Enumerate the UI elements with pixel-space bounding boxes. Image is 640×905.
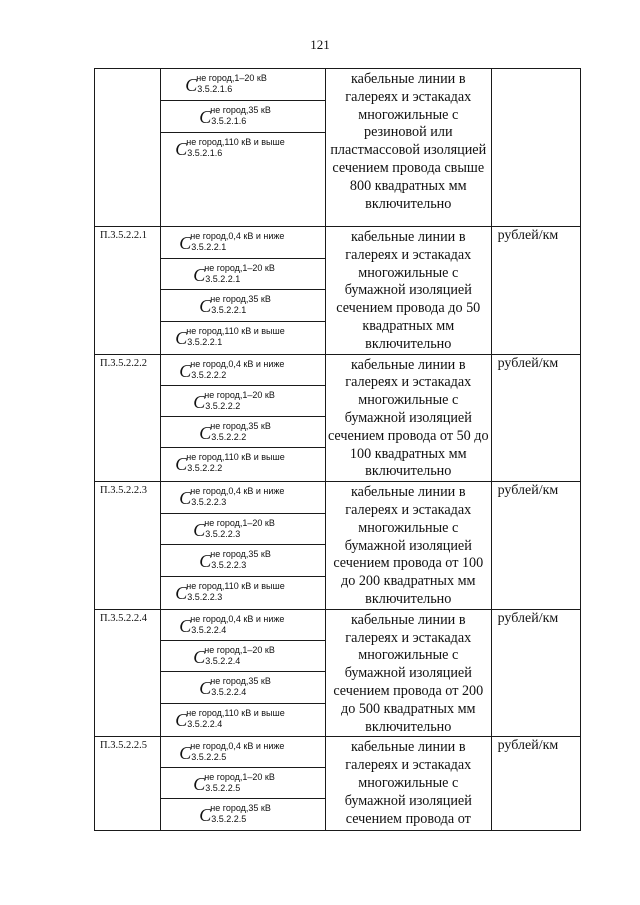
symbol-superscript: не город,0,4 кВ и ниже xyxy=(190,231,285,241)
symbol-letter: C xyxy=(199,805,212,826)
symbol-letter: C xyxy=(199,422,212,443)
rate-symbol-box xyxy=(161,355,325,386)
item-code: П.3.5.2.2.2 xyxy=(95,354,161,482)
item-description: кабельные линии в галереях и эстакадах многожильные с резиновой или пластмассовой изоляцией сечением провода свыше 800 квадратных мм включительно xyxy=(325,69,491,227)
symbol-letter: C xyxy=(199,677,212,698)
symbol-letter: C xyxy=(179,360,192,381)
symbol-superscript: не город,35 кВ xyxy=(210,105,271,115)
item-description: кабельные линии в галереях и эстакадах многожильные с бумажной изоляцией сечением провода до 50 квадратных мм включительно xyxy=(325,227,491,355)
rate-symbol-box xyxy=(161,737,325,768)
rate-symbol-box xyxy=(161,322,325,353)
symbol-subscript: 3.5.2.2.2 xyxy=(187,462,223,473)
rate-symbol xyxy=(179,741,284,762)
symbol-letter: C xyxy=(179,743,192,764)
rate-symbol-box xyxy=(161,417,325,448)
rate-symbol xyxy=(193,645,275,666)
table-row xyxy=(95,354,581,482)
unit-of-measure: рублей/км xyxy=(491,227,580,355)
rate-symbol-box xyxy=(161,133,325,226)
symbol-letter: C xyxy=(175,583,188,604)
symbol-subscript: 3.5.2.2.3 xyxy=(211,560,247,571)
rate-symbol xyxy=(193,518,275,539)
rate-symbol xyxy=(175,452,284,473)
symbol-superscript: не город,0,4 кВ и ниже xyxy=(190,486,285,497)
item-description: кабельные линии в галереях и эстакадах многожильные с бумажной изоляцией сечением провода от 50 до 100 квадратных мм включительно xyxy=(325,354,491,482)
symbol-superscript: не город,1–20 кВ xyxy=(204,644,275,655)
symbol-subscript: 3.5.2.2.1 xyxy=(205,274,241,284)
table-row xyxy=(95,69,581,227)
symbol-cell xyxy=(161,227,326,355)
rate-symbol xyxy=(175,708,284,729)
symbol-subscript: 3.5.2.2.2 xyxy=(205,400,241,411)
symbol-cell xyxy=(161,609,326,737)
rate-symbol-box xyxy=(161,101,325,133)
symbol-cell xyxy=(161,737,326,831)
symbol-subscript: 3.5.2.1.6 xyxy=(211,116,247,126)
symbol-letter: C xyxy=(199,551,212,572)
symbol-subscript: 3.5.2.2.4 xyxy=(187,718,223,729)
item-description: кабельные линии в галереях и эстакадах многожильные с бумажной изоляцией сечением провода от xyxy=(325,737,491,831)
symbol-superscript: не город,110 кВ и выше xyxy=(186,707,285,718)
rate-symbol-box xyxy=(161,704,325,735)
symbol-subscript: 3.5.2.1.6 xyxy=(187,148,223,158)
symbol-superscript: не город,1–20 кВ xyxy=(204,389,275,400)
symbol-letter: C xyxy=(193,774,206,795)
symbol-superscript: не город,110 кВ и выше xyxy=(186,581,285,592)
rate-symbol xyxy=(179,614,284,635)
symbol-letter: C xyxy=(179,233,192,253)
symbol-subscript: 3.5.2.2.1 xyxy=(191,242,227,252)
symbol-superscript: не город,0,4 кВ и ниже xyxy=(190,613,285,624)
rate-symbol xyxy=(199,421,271,442)
item-code: П.3.5.2.2.4 xyxy=(95,609,161,737)
symbol-letter: C xyxy=(185,75,198,95)
symbol-letter: C xyxy=(175,139,188,159)
table-row xyxy=(95,609,581,737)
rate-symbol-box xyxy=(161,69,325,101)
symbol-superscript: не город,35 кВ xyxy=(210,294,271,304)
rate-symbol-box xyxy=(161,577,325,608)
rate-symbol xyxy=(193,772,275,793)
rate-symbol-box xyxy=(161,768,325,799)
tariff-table xyxy=(94,68,581,831)
rate-symbol xyxy=(199,294,271,315)
symbol-letter: C xyxy=(175,328,188,348)
symbol-subscript: 3.5.2.2.4 xyxy=(211,686,247,697)
unit-of-measure: рублей/км xyxy=(491,354,580,482)
rate-symbol xyxy=(199,803,271,824)
symbol-superscript: не город,0,4 кВ и ниже xyxy=(190,741,285,752)
symbol-subscript: 3.5.2.2.3 xyxy=(191,497,227,508)
item-code: П.3.5.2.2.5 xyxy=(95,737,161,831)
symbol-subscript: 3.5.2.2.1 xyxy=(187,337,223,347)
unit-of-measure: рублей/км xyxy=(491,737,580,831)
rate-symbol-box xyxy=(161,641,325,672)
table-row xyxy=(95,227,581,355)
symbol-superscript: не город,35 кВ xyxy=(210,420,271,431)
symbol-superscript: не город,110 кВ и выше xyxy=(186,326,285,336)
symbol-subscript: 3.5.2.2.3 xyxy=(205,529,241,540)
rate-symbol xyxy=(175,581,284,602)
symbol-subscript: 3.5.2.2.2 xyxy=(191,369,227,380)
symbol-subscript: 3.5.2.2.3 xyxy=(187,592,223,603)
symbol-cell xyxy=(161,69,326,227)
item-description: кабельные линии в галереях и эстакадах многожильные с бумажной изоляцией сечением провода от 100 до 200 квадратных мм включительно xyxy=(325,482,491,610)
symbol-superscript: не город,1–20 кВ xyxy=(196,73,267,83)
symbol-letter: C xyxy=(193,646,206,667)
symbol-superscript: не город,110 кВ и выше xyxy=(186,137,285,147)
rate-symbol xyxy=(175,326,284,347)
symbol-letter: C xyxy=(179,488,192,509)
unit-of-measure: рублей/км xyxy=(491,482,580,610)
item-code: П.3.5.2.2.1 xyxy=(95,227,161,355)
symbol-superscript: не город,35 кВ xyxy=(210,675,271,686)
symbol-letter: C xyxy=(199,107,212,127)
rate-symbol-box xyxy=(161,259,325,290)
symbol-letter: C xyxy=(175,453,188,474)
rate-symbol-box xyxy=(161,448,325,479)
rate-symbol-box xyxy=(161,386,325,417)
symbol-cell xyxy=(161,482,326,610)
item-code: П.3.5.2.2.3 xyxy=(95,482,161,610)
symbol-subscript: 3.5.2.2.1 xyxy=(211,305,247,315)
rate-symbol-box xyxy=(161,610,325,641)
symbol-subscript: 3.5.2.2.2 xyxy=(211,431,247,442)
symbol-subscript: 3.5.2.2.5 xyxy=(205,783,241,794)
rate-symbol xyxy=(175,137,284,158)
symbol-subscript: 3.5.2.2.4 xyxy=(191,624,227,635)
symbol-letter: C xyxy=(193,391,206,412)
table-row xyxy=(95,737,581,831)
rate-symbol-box xyxy=(161,482,325,514)
item-description: кабельные линии в галереях и эстакадах многожильные с бумажной изоляцией сечением провода от 200 до 500 квадратных мм включительно xyxy=(325,609,491,737)
rate-symbol xyxy=(185,73,267,94)
rate-symbol-box xyxy=(161,227,325,259)
table-row xyxy=(95,482,581,610)
rate-symbol-box xyxy=(161,545,325,577)
symbol-subscript: 3.5.2.2.5 xyxy=(211,814,247,825)
rate-symbol xyxy=(193,263,275,284)
symbol-superscript: не город,1–20 кВ xyxy=(204,518,275,529)
rate-symbol xyxy=(179,486,284,507)
symbol-superscript: не город,1–20 кВ xyxy=(204,263,275,273)
symbol-letter: C xyxy=(193,265,206,285)
symbol-superscript: не город,1–20 кВ xyxy=(204,772,275,783)
symbol-letter: C xyxy=(175,709,188,730)
rate-symbol-box xyxy=(161,672,325,704)
item-code xyxy=(95,69,161,227)
rate-symbol xyxy=(179,359,284,380)
symbol-subscript: 3.5.2.2.5 xyxy=(191,752,227,763)
symbol-superscript: не город,0,4 кВ и ниже xyxy=(190,358,285,369)
rate-symbol-box xyxy=(161,799,325,830)
rate-symbol-box xyxy=(161,290,325,322)
rate-symbol xyxy=(199,676,271,697)
symbol-superscript: не город,110 кВ и выше xyxy=(186,451,285,462)
symbol-letter: C xyxy=(193,520,206,541)
rate-symbol-box xyxy=(161,514,325,545)
page-number: 121 xyxy=(310,37,330,52)
symbol-letter: C xyxy=(179,615,192,636)
symbol-superscript: не город,35 кВ xyxy=(210,549,271,560)
symbol-cell xyxy=(161,354,326,482)
rate-symbol xyxy=(179,231,284,252)
unit-of-measure xyxy=(491,69,580,227)
rate-symbol xyxy=(199,105,271,126)
unit-of-measure: рублей/км xyxy=(491,609,580,737)
symbol-subscript: 3.5.2.1.6 xyxy=(197,84,233,94)
rate-symbol xyxy=(193,390,275,411)
rate-symbol xyxy=(199,549,271,570)
symbol-subscript: 3.5.2.2.4 xyxy=(205,655,241,666)
symbol-superscript: не город,35 кВ xyxy=(210,803,271,814)
symbol-letter: C xyxy=(199,296,212,316)
